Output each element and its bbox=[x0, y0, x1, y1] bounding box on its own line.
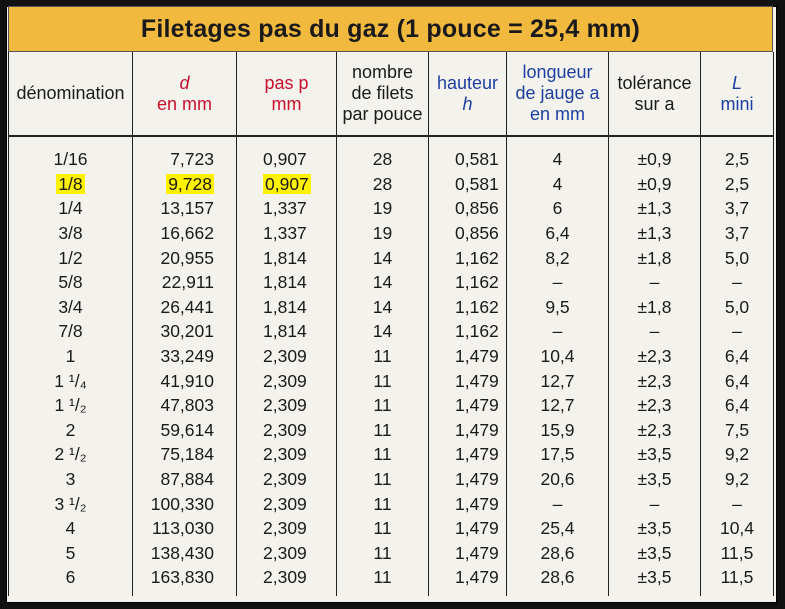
cell-hauteur: 0,581 bbox=[429, 136, 507, 172]
table-row bbox=[9, 221, 774, 246]
table-title-text: Filetages pas du gaz (1 pouce = 25,4 mm) bbox=[140, 14, 641, 43]
table-row bbox=[9, 565, 774, 596]
cell-pas: 2,309 bbox=[237, 491, 337, 516]
cell-filets: 11 bbox=[337, 418, 429, 443]
cell-denomination: 5 bbox=[9, 541, 133, 566]
cell-longueur: 9,5 bbox=[507, 295, 609, 320]
cell-tolerance: ±2,3 bbox=[609, 368, 701, 393]
cell-L: 11,5 bbox=[701, 565, 774, 596]
cell-tolerance: ±1,3 bbox=[609, 196, 701, 221]
col-header-filets: nombre de filets par pouce bbox=[337, 52, 429, 136]
cell-filets: 11 bbox=[337, 565, 429, 596]
cell-L: 6,4 bbox=[701, 344, 774, 369]
col-header-hauteur: hauteur h bbox=[429, 52, 507, 136]
cell-denomination: 1 ¹/₂ bbox=[9, 393, 133, 418]
cell-longueur: 28,6 bbox=[507, 541, 609, 566]
cell-L: 3,7 bbox=[701, 221, 774, 246]
cell-d: 22,911 bbox=[133, 270, 237, 295]
cell-pas: 2,309 bbox=[237, 541, 337, 566]
cell-tolerance: – bbox=[609, 270, 701, 295]
cell-denomination: 4 bbox=[9, 516, 133, 541]
cell-hauteur: 1,479 bbox=[429, 491, 507, 516]
cell-filets: 14 bbox=[337, 245, 429, 270]
cell-hauteur: 1,162 bbox=[429, 295, 507, 320]
cell-hauteur: 0,856 bbox=[429, 221, 507, 246]
table-row bbox=[9, 442, 774, 467]
table-row bbox=[9, 467, 774, 492]
cell-filets: 11 bbox=[337, 541, 429, 566]
cell-pas: 2,309 bbox=[237, 467, 337, 492]
table-row bbox=[9, 344, 774, 369]
cell-pas: 2,309 bbox=[237, 442, 337, 467]
cell-d: 20,955 bbox=[133, 245, 237, 270]
table-title bbox=[8, 6, 773, 52]
cell-longueur: – bbox=[507, 270, 609, 295]
cell-L: 9,2 bbox=[701, 442, 774, 467]
cell-hauteur: 0,581 bbox=[429, 172, 507, 197]
table-row bbox=[9, 418, 774, 443]
cell-hauteur: 1,162 bbox=[429, 319, 507, 344]
cell-pas: 2,309 bbox=[237, 368, 337, 393]
cell-tolerance: ±3,5 bbox=[609, 467, 701, 492]
cell-hauteur: 0,856 bbox=[429, 196, 507, 221]
cell-denomination: 6 bbox=[9, 565, 133, 596]
cell-denomination: 1 bbox=[9, 344, 133, 369]
cell-tolerance: ±0,9 bbox=[609, 136, 701, 172]
cell-hauteur: 1,479 bbox=[429, 344, 507, 369]
table-row bbox=[9, 270, 774, 295]
cell-filets: 19 bbox=[337, 221, 429, 246]
cell-pas: 2,309 bbox=[237, 393, 337, 418]
cell-L: – bbox=[701, 491, 774, 516]
cell-d: 138,430 bbox=[133, 541, 237, 566]
cell-filets: 28 bbox=[337, 136, 429, 172]
table-row bbox=[9, 245, 774, 270]
cell-pas: 0,907 bbox=[237, 136, 337, 172]
col-header-d: d en mm bbox=[133, 52, 237, 136]
cell-denomination: 3 bbox=[9, 467, 133, 492]
cell-filets: 11 bbox=[337, 344, 429, 369]
col-header-pas: pas p mm bbox=[237, 52, 337, 136]
cell-pas: 2,309 bbox=[237, 344, 337, 369]
cell-L: 7,5 bbox=[701, 418, 774, 443]
cell-denomination: 3/4 bbox=[9, 295, 133, 320]
table-row bbox=[9, 196, 774, 221]
col-header-longueur: longueur de jauge a en mm bbox=[507, 52, 609, 136]
cell-d: 113,030 bbox=[133, 516, 237, 541]
cell-longueur: 10,4 bbox=[507, 344, 609, 369]
threads-table bbox=[8, 52, 774, 596]
cell-tolerance: ±2,3 bbox=[609, 393, 701, 418]
table-row bbox=[9, 136, 774, 172]
cell-filets: 11 bbox=[337, 516, 429, 541]
cell-filets: 19 bbox=[337, 196, 429, 221]
cell-tolerance: ±1,3 bbox=[609, 221, 701, 246]
cell-hauteur: 1,479 bbox=[429, 418, 507, 443]
cell-longueur: – bbox=[507, 319, 609, 344]
cell-denomination: 7/8 bbox=[9, 319, 133, 344]
cell-tolerance: ±3,5 bbox=[609, 516, 701, 541]
cell-denomination: 1/4 bbox=[9, 196, 133, 221]
cell-filets: 11 bbox=[337, 368, 429, 393]
cell-L: 6,4 bbox=[701, 393, 774, 418]
cell-pas: 2,309 bbox=[237, 565, 337, 596]
cell-hauteur: 1,479 bbox=[429, 368, 507, 393]
cell-L: 2,5 bbox=[701, 136, 774, 172]
cell-L: 10,4 bbox=[701, 516, 774, 541]
cell-denomination: 1 ¹/₄ bbox=[9, 368, 133, 393]
cell-hauteur: 1,479 bbox=[429, 565, 507, 596]
cell-tolerance: ±1,8 bbox=[609, 245, 701, 270]
cell-longueur: 6,4 bbox=[507, 221, 609, 246]
table-row bbox=[9, 295, 774, 320]
cell-pas: 1,814 bbox=[237, 319, 337, 344]
cell-filets: 14 bbox=[337, 270, 429, 295]
cell-L: 6,4 bbox=[701, 368, 774, 393]
table-row bbox=[9, 172, 774, 197]
table-row bbox=[9, 368, 774, 393]
cell-pas: 2,309 bbox=[237, 418, 337, 443]
cell-tolerance: ±3,5 bbox=[609, 442, 701, 467]
cell-tolerance: ±2,3 bbox=[609, 344, 701, 369]
cell-d: 47,803 bbox=[133, 393, 237, 418]
table-row bbox=[9, 319, 774, 344]
cell-filets: 11 bbox=[337, 467, 429, 492]
cell-L: 2,5 bbox=[701, 172, 774, 197]
col-header-L: L mini bbox=[701, 52, 774, 136]
table-row bbox=[9, 516, 774, 541]
cell-L: 3,7 bbox=[701, 196, 774, 221]
cell-tolerance: ±3,5 bbox=[609, 565, 701, 596]
cell-denomination: 1/8 bbox=[9, 172, 133, 197]
col-header-tolerance: tolérance sur a bbox=[609, 52, 701, 136]
table-body bbox=[9, 136, 774, 596]
cell-longueur: 12,7 bbox=[507, 368, 609, 393]
cell-d: 163,830 bbox=[133, 565, 237, 596]
cell-denomination: 1/2 bbox=[9, 245, 133, 270]
cell-hauteur: 1,479 bbox=[429, 467, 507, 492]
cell-denomination: 1/16 bbox=[9, 136, 133, 172]
cell-pas: 2,309 bbox=[237, 516, 337, 541]
cell-L: 11,5 bbox=[701, 541, 774, 566]
cell-d: 75,184 bbox=[133, 442, 237, 467]
cell-hauteur: 1,479 bbox=[429, 393, 507, 418]
header-row bbox=[9, 52, 774, 136]
cell-pas: 1,814 bbox=[237, 270, 337, 295]
cell-hauteur: 1,162 bbox=[429, 245, 507, 270]
cell-d: 30,201 bbox=[133, 319, 237, 344]
cell-hauteur: 1,479 bbox=[429, 541, 507, 566]
cell-d: 41,910 bbox=[133, 368, 237, 393]
cell-longueur: 6 bbox=[507, 196, 609, 221]
table-row bbox=[9, 491, 774, 516]
cell-d: 7,723 bbox=[133, 136, 237, 172]
cell-denomination: 3 ¹/₂ bbox=[9, 491, 133, 516]
cell-tolerance: ±0,9 bbox=[609, 172, 701, 197]
cell-tolerance: – bbox=[609, 319, 701, 344]
cell-pas: 1,814 bbox=[237, 295, 337, 320]
cell-d: 59,614 bbox=[133, 418, 237, 443]
cell-pas: 1,337 bbox=[237, 221, 337, 246]
cell-longueur: 8,2 bbox=[507, 245, 609, 270]
cell-longueur: 4 bbox=[507, 136, 609, 172]
cell-tolerance: – bbox=[609, 491, 701, 516]
cell-filets: 14 bbox=[337, 295, 429, 320]
table-row bbox=[9, 393, 774, 418]
cell-denomination: 3/8 bbox=[9, 221, 133, 246]
cell-d: 13,157 bbox=[133, 196, 237, 221]
cell-longueur: 12,7 bbox=[507, 393, 609, 418]
cell-longueur: 4 bbox=[507, 172, 609, 197]
cell-tolerance: ±3,5 bbox=[609, 541, 701, 566]
cell-d: 16,662 bbox=[133, 221, 237, 246]
cell-L: – bbox=[701, 319, 774, 344]
cell-pas: 0,907 bbox=[237, 172, 337, 197]
cell-tolerance: ±2,3 bbox=[609, 418, 701, 443]
col-header-denomination: dénomination bbox=[9, 52, 133, 136]
cell-hauteur: 1,479 bbox=[429, 516, 507, 541]
cell-d: 87,884 bbox=[133, 467, 237, 492]
cell-pas: 1,814 bbox=[237, 245, 337, 270]
cell-tolerance: ±1,8 bbox=[609, 295, 701, 320]
cell-hauteur: 1,162 bbox=[429, 270, 507, 295]
cell-filets: 11 bbox=[337, 491, 429, 516]
cell-L: – bbox=[701, 270, 774, 295]
cell-filets: 11 bbox=[337, 393, 429, 418]
table-row bbox=[9, 541, 774, 566]
cell-L: 5,0 bbox=[701, 295, 774, 320]
cell-longueur: – bbox=[507, 491, 609, 516]
cell-longueur: 28,6 bbox=[507, 565, 609, 596]
cell-denomination: 5/8 bbox=[9, 270, 133, 295]
cell-d: 9,728 bbox=[133, 172, 237, 197]
cell-filets: 11 bbox=[337, 442, 429, 467]
cell-hauteur: 1,479 bbox=[429, 442, 507, 467]
cell-denomination: 2 ¹/₂ bbox=[9, 442, 133, 467]
cell-d: 26,441 bbox=[133, 295, 237, 320]
cell-L: 9,2 bbox=[701, 467, 774, 492]
cell-d: 33,249 bbox=[133, 344, 237, 369]
cell-pas: 1,337 bbox=[237, 196, 337, 221]
cell-longueur: 20,6 bbox=[507, 467, 609, 492]
cell-filets: 14 bbox=[337, 319, 429, 344]
cell-longueur: 17,5 bbox=[507, 442, 609, 467]
cell-filets: 28 bbox=[337, 172, 429, 197]
cell-L: 5,0 bbox=[701, 245, 774, 270]
cell-d: 100,330 bbox=[133, 491, 237, 516]
cell-denomination: 2 bbox=[9, 418, 133, 443]
cell-longueur: 15,9 bbox=[507, 418, 609, 443]
cell-longueur: 25,4 bbox=[507, 516, 609, 541]
